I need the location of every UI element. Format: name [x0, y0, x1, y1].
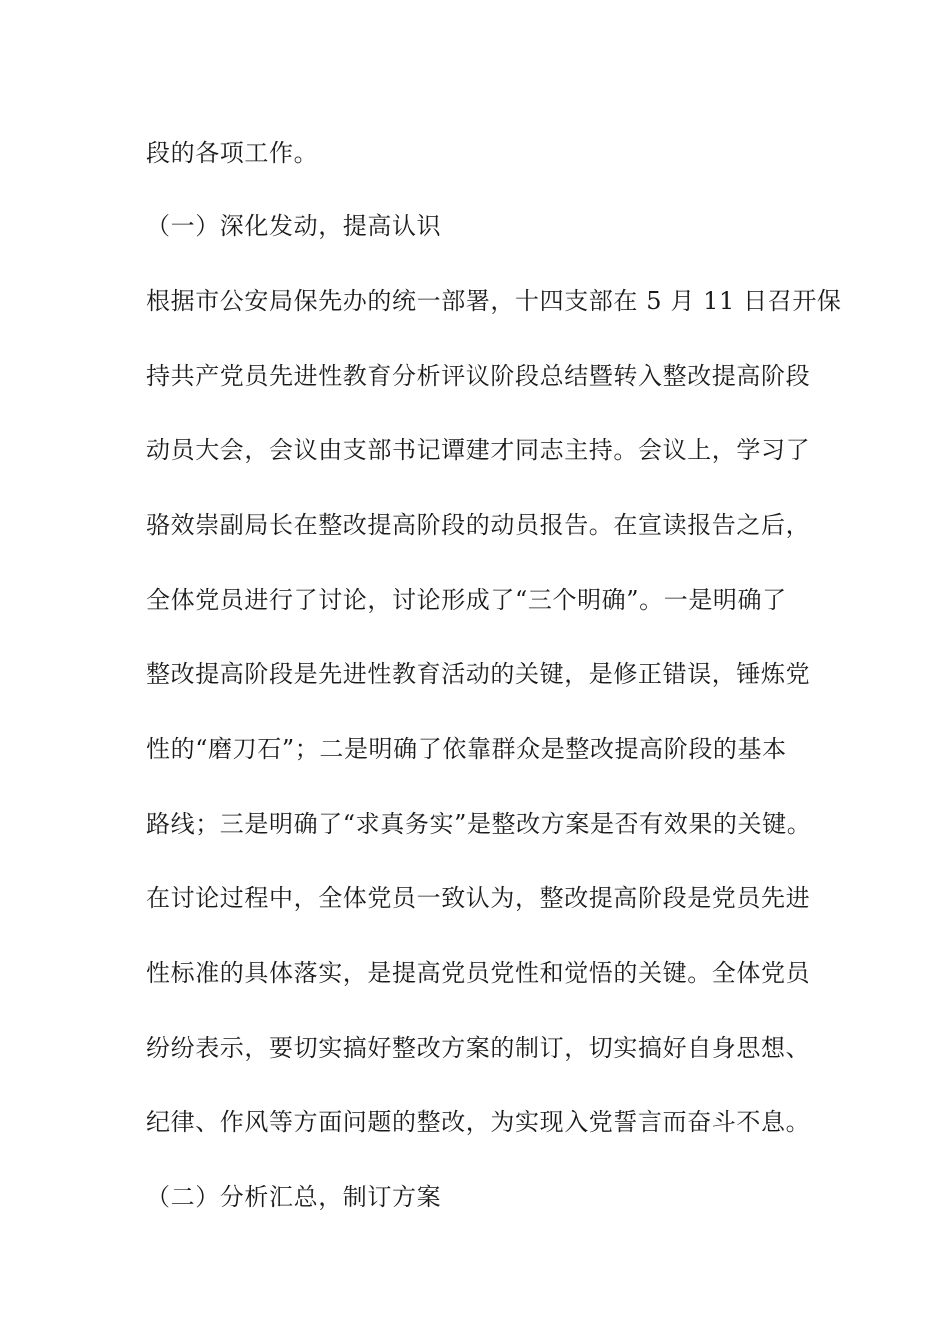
text-line: 性的“磨刀石”；二是明确了依靠群众是整改提高阶段的基本 [146, 735, 787, 763]
text-line: 纷纷表示，要切实搞好整改方案的制订，切实搞好自身思想、 [146, 1034, 811, 1062]
text-line: 段的各项工作。 [146, 139, 319, 167]
text-line: 路线；三是明确了“求真务实”是整改方案是否有效果的关键。 [146, 810, 812, 838]
text-line: 性标准的具体落实，是提高党员党性和觉悟的关键。全体党员 [146, 959, 811, 987]
text-line: 纪律、作风等方面问题的整改，为实现入党誓言而奋斗不息。 [146, 1108, 811, 1136]
section-heading-1: （一）深化发动，提高认识 [146, 212, 442, 240]
text-line: 整改提高阶段是先进性教育活动的关键，是修正错误，锤炼党 [146, 660, 811, 688]
text-line: 骆效崇副局长在整改提高阶段的动员报告。在宣读报告之后， [146, 511, 811, 539]
section-heading-2: （二）分析汇总，制订方案 [146, 1183, 442, 1211]
text-line: 在讨论过程中，全体党员一致认为，整改提高阶段是党员先进 [146, 884, 811, 912]
text-line: 持共产党员先进性教育分析评议阶段总结暨转入整改提高阶段 [146, 362, 811, 390]
text-line: 根据市公安局保先办的统一部署，十四支部在 5 月 11 日召开保 [146, 287, 842, 315]
text-line: 全体党员进行了讨论，讨论形成了“三个明确”。一是明确了 [146, 586, 787, 614]
text-line: 动员大会，会议由支部书记谭建才同志主持。会议上，学习了 [146, 436, 811, 464]
